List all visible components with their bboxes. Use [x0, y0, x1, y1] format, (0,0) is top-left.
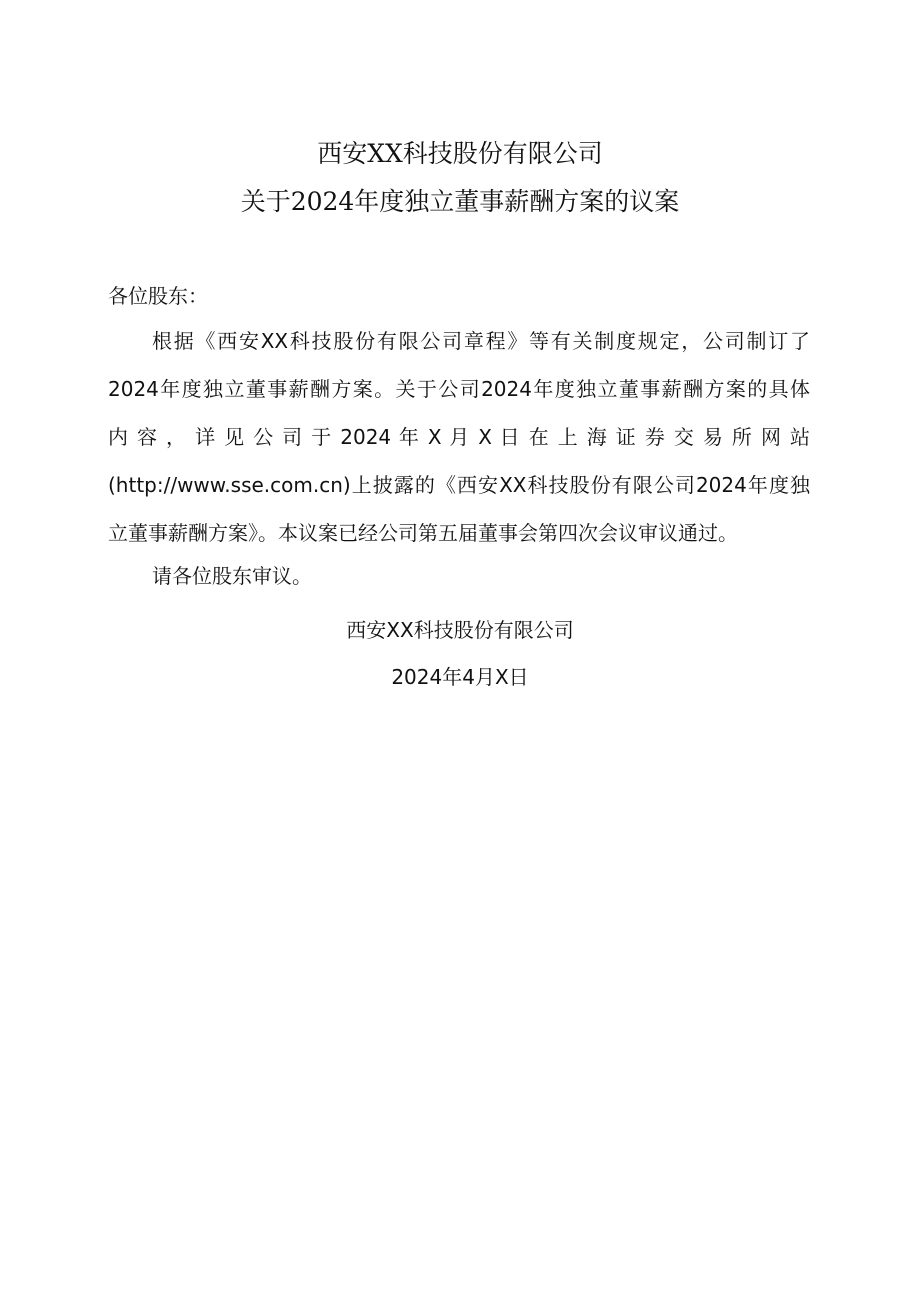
body-line: 立董事薪酬方案》。本议案已经公司第五届董事会第四次会议审议通过。 — [108, 521, 738, 545]
body-paragraph — [108, 317, 810, 557]
document-title-motion: 关于2024年度独立董事薪酬方案的议案 — [240, 187, 680, 216]
body-line: 2024年度独立董事薪酬方案。关于公司2024年度独立董事薪酬方案的具体 — [108, 377, 810, 401]
salutation: 各位股东： — [108, 284, 208, 308]
body-line: 内 容 ， 详 见 公 司 于 2024 年 X 月 X 日 在 上 海 证 券 交 易 所 网 站 — [108, 425, 810, 449]
signature-company: 西安XX科技股份有限公司 — [346, 618, 574, 642]
body-line: 根据《西安XX科技股份有限公司章程》等有关制度规定，公司制订了 — [152, 329, 810, 353]
review-request: 请各位股东审议。 — [152, 564, 312, 588]
body-line: (http://www.sse.com.cn)上披露的《西安XX科技股份有限公司2024年度独 — [108, 473, 810, 497]
document-title-company: 西安XX科技股份有限公司 — [317, 139, 603, 168]
signature-date: 2024年4月X日 — [391, 665, 529, 689]
